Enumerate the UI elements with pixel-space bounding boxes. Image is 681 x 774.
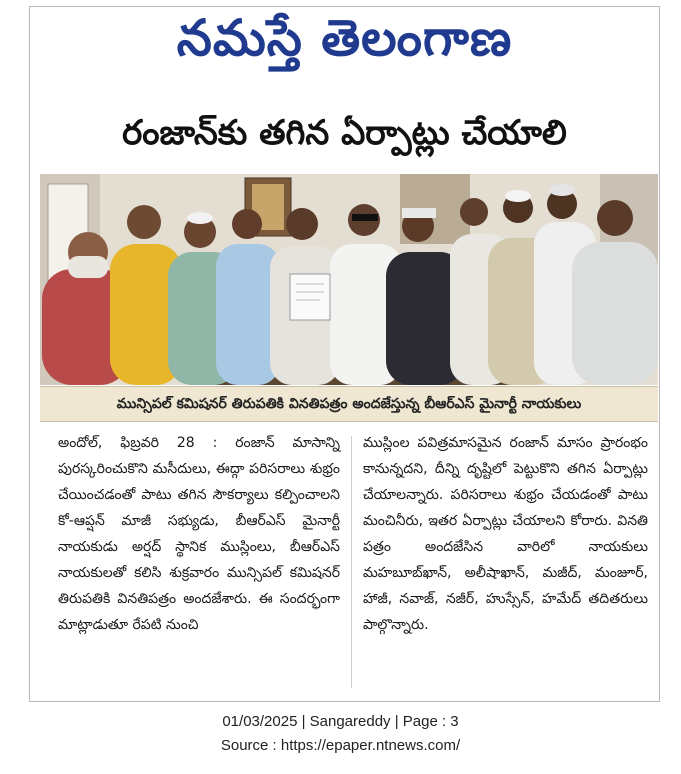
news-photo: [40, 174, 658, 385]
article-column-left: అందోల్, ఫిబ్రవరి 28 : రంజాన్ మాసాన్ని పురస్కరించుకొని మసీదులు, ఈద్గా పరిసరాలు శుభ్రం చేయించడంతో పాటు తగిన సౌకర్యాలు కల్పించాలని కో-ఆప్షన్ మాజీ సభ్యుడు, బీఆర్ఎస్ మైనార్టీ నాయకుడు అర్షద్ స్థానిక ముస్లింలు, బీఆర్ఎస్ నాయకులతో కలిసి శుక్రవారం మున్సిపల్ కమిషనర్ తిరుపతికి వినతిపత్రం అందజేశారు. ఈ సందర్భంగా మాట్లాడుతూ రేపటి నుంచి: [58, 435, 340, 633]
source-link[interactable]: Source : https://epaper.ntnews.com/: [220, 737, 461, 754]
group-photo-illustration: [40, 174, 658, 385]
newspaper-masthead: నమస్తే తెలంగాణ: [176, 9, 513, 67]
article-column-right: ముస్లింల పవిత్రమాసమైన రంజాన్ మాసం ప్రారంభం కానున్నదని, దీన్ని దృష్టిలో పెట్టుకొని తగిన ఏర్పాట్లు చేయాలన్నారు. పరిసరాలు శుభ్రం చేయడంతో పాటు మంచినీరు, ఇతర ఏర్పాట్లు చేయాలని కోరారు. వినతి పత్రం అందజేసిన వారిలో నాయకులు మహబూబ్‌ఖాన్, అలీషాఖాన్, మజీద్, మంజూర్, హాజీ, నవాజ్, నజీర్, హుస్సేన్, హమేద్ తదితరులు పాల్గొన్నారు.: [363, 435, 648, 633]
edition-info: 01/03/2025 | Sangareddy | Page : 3: [222, 713, 459, 730]
column-divider: [351, 436, 352, 688]
article-headline: రంజాన్‌కు తగిన ఏర్పాట్లు చేయాలి: [122, 113, 567, 153]
photo-caption: మున్సిపల్ కమిషనర్ తిరుపతికి వినతిపత్రం అందజేస్తున్న బీఆర్ఎస్ మైనార్టీ నాయకులు: [40, 386, 658, 422]
